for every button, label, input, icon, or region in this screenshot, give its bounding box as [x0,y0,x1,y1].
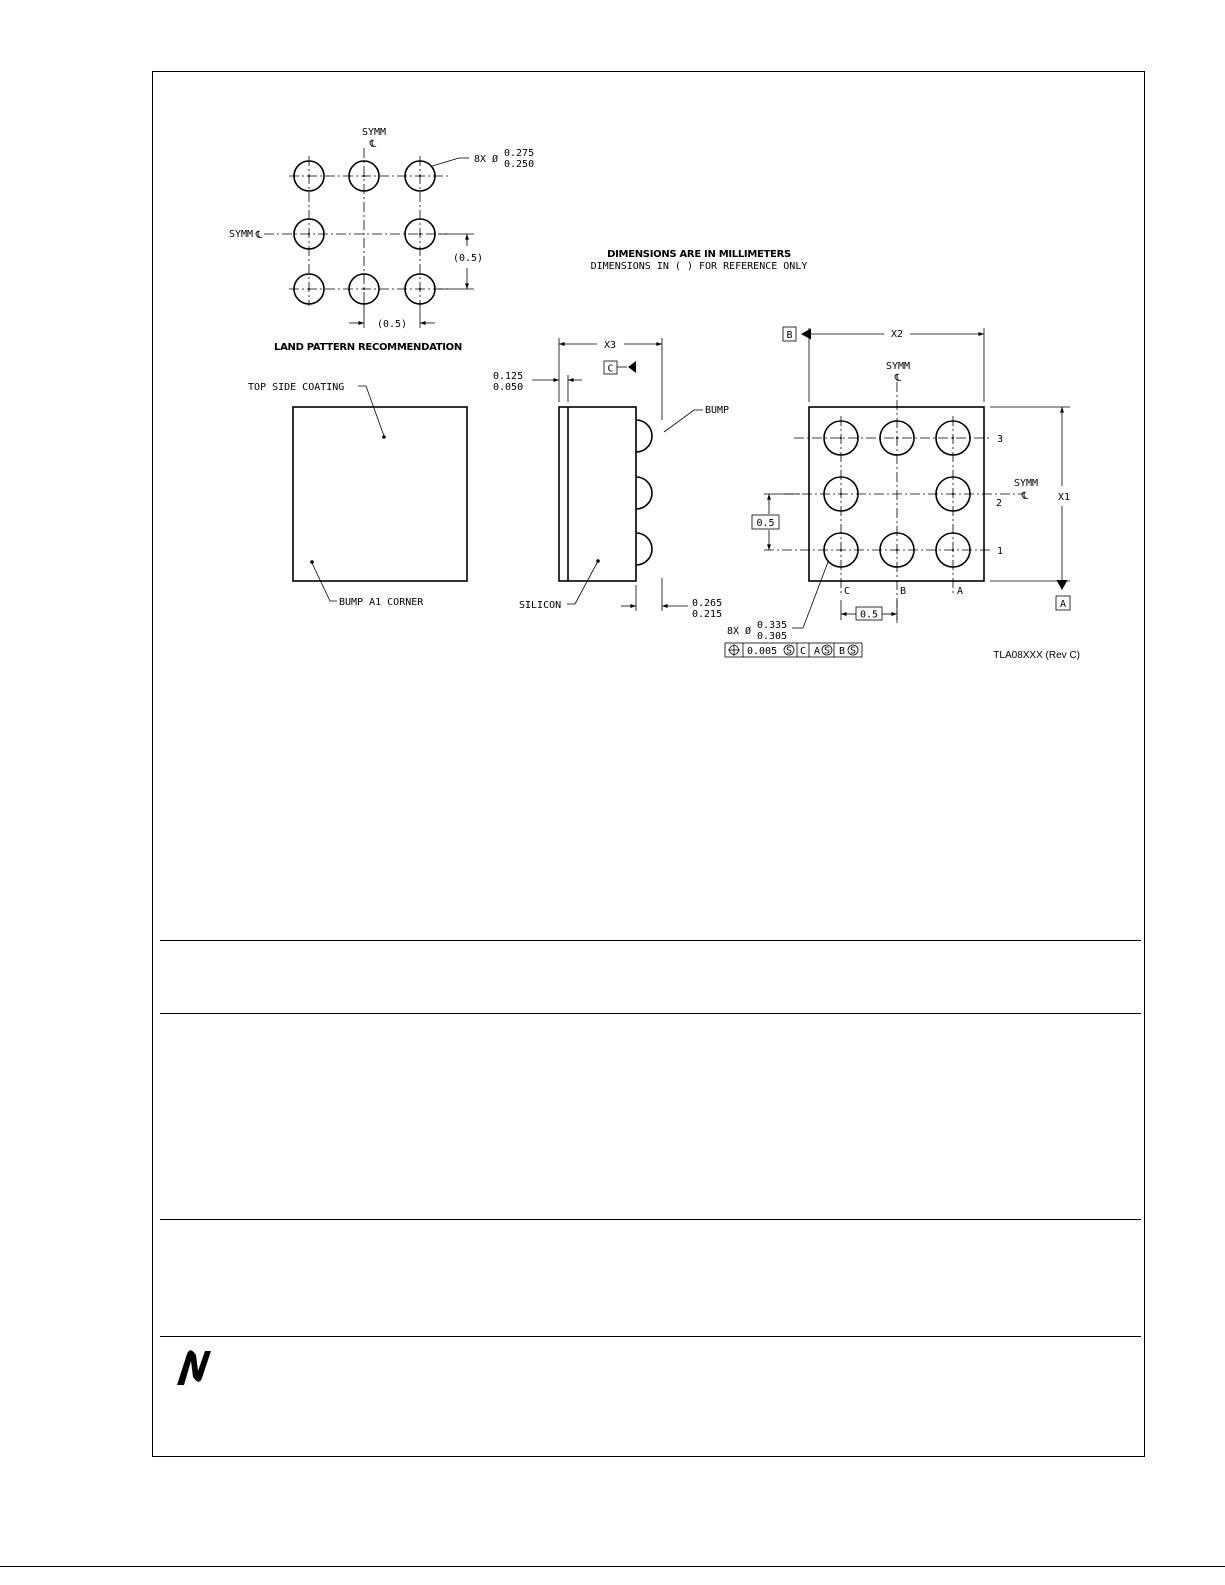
modifier-icon [822,645,832,657]
row-label: 1 [997,546,1004,557]
column-label: B [900,586,907,597]
symm-label-top: SYMM [361,127,387,138]
bump-dia-max: 0.335 [757,620,788,631]
side-bump [636,477,652,509]
centerline-icon: ℄ [1021,491,1029,502]
bump-height-min: 0.215 [692,609,723,620]
pad-dia-min: 0.250 [504,159,535,170]
bottom-pitch-vertical: 0.5 [756,518,775,529]
top-coating-label: TOP SIDE COATING [248,382,345,393]
datum-b-label: B [786,330,793,341]
position-icon [728,644,740,656]
pad-count-diameter: 8X Ø [474,154,499,165]
datum-c-label: C [607,363,614,375]
svg-text:S: S [823,645,831,657]
fcf-datum: B [838,646,846,657]
coat-thickness-min: 0.050 [493,382,524,393]
bump-height-max: 0.265 [692,598,723,609]
feature-control-frame [725,643,862,657]
side-bump [636,420,652,452]
modifier-icon [848,645,858,657]
land-pitch-vertical: (0.5) [452,253,484,264]
fcf-datum: A [813,646,821,657]
row-label: 2 [996,498,1003,509]
side-bump [636,533,652,565]
column-label: C [844,586,851,597]
datum-a-label: A [1059,599,1067,610]
bottom-pitch-horizontal: 0.5 [859,609,879,621]
pad-dia-max: 0.275 [504,148,535,159]
symm-label-left: SYMM [228,229,254,240]
centerline-icon: ℄ [369,139,377,150]
dimensions-title: DIMENSIONS ARE IN MILLIMETERS [607,249,791,260]
dimensions-subtitle: DIMENSIONS IN ( ) FOR REFERENCE ONLY [590,261,808,272]
svg-text:S: S [785,645,793,657]
row-label: 3 [997,434,1004,445]
dim-x2: X2 [890,329,904,340]
bump-label: BUMP [705,405,730,416]
column-label: A [957,586,964,597]
land-pattern-title: LAND PATTERN RECOMMENDATION [274,342,462,353]
silicon-body [559,407,636,581]
dim-x1: X1 [1057,492,1071,503]
fcf-tolerance: 0.005 [747,646,778,657]
symm-label-top: SYMM [885,361,911,372]
bump-a1-corner-label: BUMP A1 CORNER [339,597,424,608]
package-top-outline [293,407,467,581]
silicon-label: SILICON [519,600,562,611]
bottom-view [725,327,1070,657]
svg-text:S: S [849,645,857,657]
modifier-icon [784,645,794,657]
bump-count-diameter: 8X Ø [727,626,752,637]
land-pattern-view [229,127,534,353]
side-view [493,338,729,620]
top-view [248,382,467,608]
bump-dia-min: 0.305 [757,631,788,642]
dim-x3: X3 [603,340,617,351]
fcf-datum: C [799,646,807,657]
land-pitch-horizontal: (0.5) [376,319,408,330]
centerline-icon: ℄ [894,373,902,384]
centerline-icon: ℄ [255,230,263,241]
national-semiconductor-logo [174,1345,214,1387]
coat-thickness-max: 0.125 [493,371,524,382]
symm-label-right: SYMM [1013,478,1039,489]
drawing-id: TLA08XXX (Rev C) [993,650,1080,661]
